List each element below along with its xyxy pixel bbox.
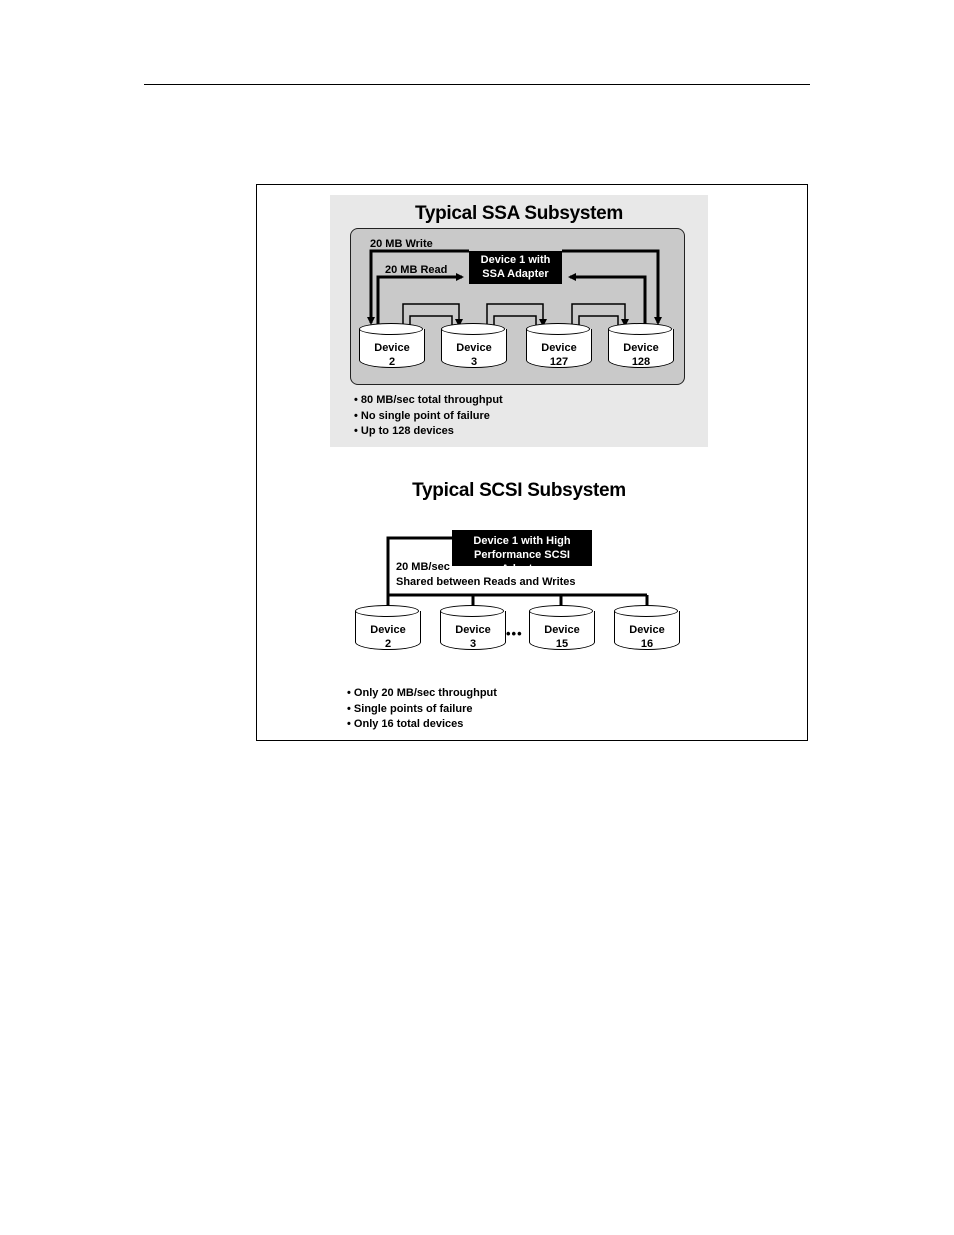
- ssa-write-path: [371, 251, 469, 323]
- scsi-title: Typical SCSI Subsystem: [412, 480, 626, 501]
- scsi-adapter-line1: Device 1 with High: [473, 535, 571, 547]
- scsi-bullets: [347, 686, 497, 733]
- device-number: 2: [388, 356, 396, 368]
- device-number: 127: [549, 356, 569, 368]
- ssa-adapter-line1: Device 1 with: [480, 254, 551, 266]
- device-label: Device: [455, 624, 491, 636]
- bullet-item: • Only 20 MB/sec throughput: [347, 686, 497, 702]
- bullet-item: • No single point of failure: [354, 409, 503, 425]
- device-number: 16: [640, 638, 654, 650]
- scsi-bus: [388, 538, 452, 612]
- device-label: Device: [374, 342, 410, 354]
- device-number: 3: [469, 638, 477, 650]
- ssa-write-label: 20 MB Write: [370, 238, 433, 250]
- ssa-device-2: [359, 323, 425, 373]
- scsi-device-15: [529, 605, 595, 655]
- device-label: Device: [456, 342, 492, 354]
- device-number: 3: [470, 356, 478, 368]
- ssa-adapter-line2: SSA Adapter: [482, 268, 549, 280]
- scsi-device-3: [440, 605, 506, 655]
- scsi-adapter-box: [452, 530, 592, 575]
- device-label: Device: [544, 624, 580, 636]
- bullet-item: • Only 16 total devices: [347, 717, 497, 733]
- device-number: 15: [555, 638, 569, 650]
- ssa-read-label: 20 MB Read: [385, 264, 448, 276]
- scsi-device-16: [614, 605, 680, 655]
- ssa-device-128: [608, 323, 674, 373]
- device-label: Device: [370, 624, 406, 636]
- bullet-item: • Up to 128 devices: [354, 424, 503, 440]
- device-label: Device: [629, 624, 665, 636]
- ssa-device-3: [441, 323, 507, 373]
- ssa-read-return: [570, 277, 645, 325]
- device-label: Device: [541, 342, 577, 354]
- scsi-bus-label-1: 20 MB/sec: [396, 561, 450, 573]
- device-label: Device: [623, 342, 659, 354]
- scsi-bus-label-2: Shared between Reads and Writes: [396, 576, 576, 588]
- bullet-item: • Single points of failure: [347, 702, 497, 718]
- ssa-device-127: [526, 323, 592, 373]
- scsi-adapter-line2: Performance SCSI Adapter: [474, 549, 570, 575]
- scsi-device-2: [355, 605, 421, 655]
- device-number: 128: [631, 356, 651, 368]
- scsi-ellipsis: •••: [506, 626, 523, 641]
- device-number: 2: [384, 638, 392, 650]
- bullet-item: • 80 MB/sec total throughput: [354, 393, 503, 409]
- ssa-title: Typical SSA Subsystem: [414, 203, 624, 224]
- ssa-adapter-box: [469, 251, 562, 284]
- ssa-read-path: [378, 277, 462, 325]
- ssa-bullets: [354, 393, 503, 440]
